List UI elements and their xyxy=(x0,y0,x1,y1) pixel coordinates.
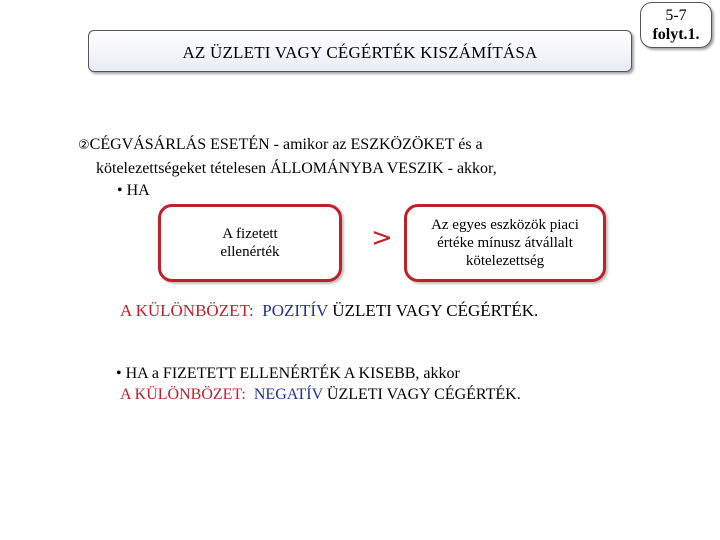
second-condition: • HA a FIZETETT ELLENÉRTÉK A KISEBB, akkor xyxy=(116,365,460,382)
page-continuation: folyt.1. xyxy=(652,26,700,43)
negative-difference-line xyxy=(120,386,521,404)
if-condition-label: • HA xyxy=(117,182,150,199)
intro-heading: CÉGVÁSÁRLÁS ESETÉN xyxy=(89,136,270,153)
negative-sign: NEGATÍV xyxy=(253,386,323,403)
positive-difference-line xyxy=(120,301,538,321)
paid-consideration-text: A fizetett ellenérték xyxy=(220,226,280,260)
intro-line-1-text: - amikor az ESZKÖZÖKET és a xyxy=(269,136,483,153)
difference-label: A KÜLÖNBÖZET: xyxy=(120,386,246,403)
greater-than-symbol: > xyxy=(371,223,393,253)
positive-rest: ÜZLETI VAGY CÉGÉRTÉK. xyxy=(328,301,539,320)
positive-sign: POZITÍV xyxy=(262,301,329,320)
difference-label: A KÜLÖNBÖZET: xyxy=(120,301,254,320)
slide-title: AZ ÜZLETI VAGY CÉGÉRTÉK KISZÁMÍTÁSA xyxy=(182,43,538,62)
net-assets-text: Az egyes eszközök piaci értéke mínusz átvállalt kötelezettség xyxy=(431,217,579,269)
paid-consideration-box xyxy=(158,204,342,282)
negative-rest: ÜZLETI VAGY CÉGÉRTÉK. xyxy=(322,386,521,403)
circled-number-icon: ② xyxy=(78,138,90,153)
net-assets-box xyxy=(404,204,606,282)
intro-line-2: kötelezettségeket tételesen ÁLLOMÁNYBA VESZIK - akkor, xyxy=(96,160,497,177)
intro-paragraph xyxy=(78,133,698,180)
page-reference-box xyxy=(640,2,712,48)
page-number: 5-7 xyxy=(665,7,687,24)
intro-line-1 xyxy=(78,133,698,157)
title-box xyxy=(88,30,632,72)
